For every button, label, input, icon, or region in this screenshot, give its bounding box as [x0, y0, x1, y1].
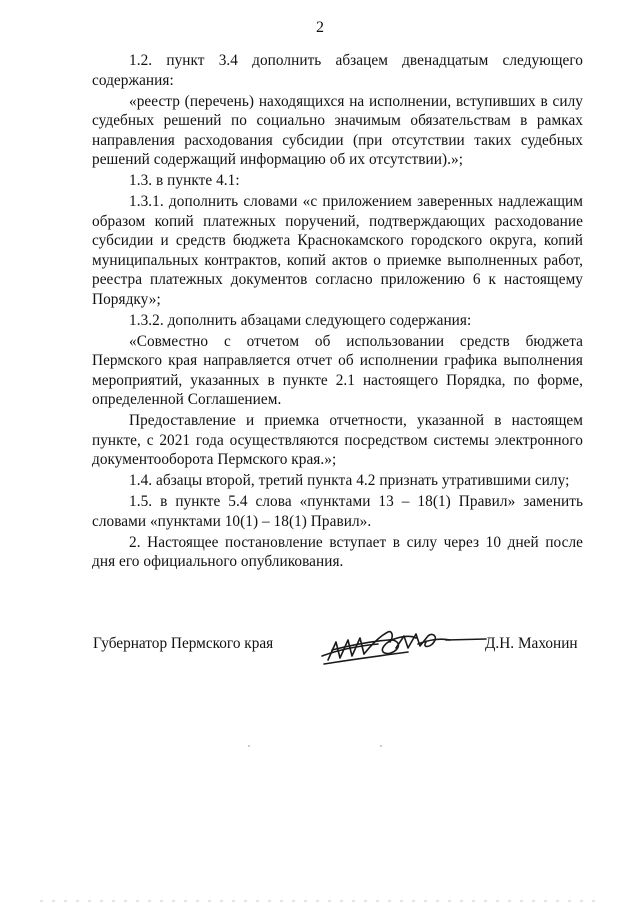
paragraph: Предоставление и приемка отчетности, указанной в настоящем пункте, с 2021 года осуществляются посредством системы электронного документооборота Пермского края.»; [92, 412, 583, 468]
paragraph: 1.3.2. дополнить абзацами следующего содержания: [129, 311, 472, 329]
paragraph: 1.3. в пункте 4.1: [129, 172, 240, 189]
scan-bottom-edge [0, 897, 640, 905]
paragraph: 2. Настоящее постановление вступает в силу через 10 дней после дня его официального опубликования. [92, 533, 583, 570]
paragraph: 1.4. абзацы второй, третий пункта 4.2 признать утратившими силу; [129, 472, 570, 489]
paragraph: 1.2. пункт 3.4 дополнить абзацем двенадцатым следующего содержания: [92, 52, 583, 89]
paragraph: «реестр (перечень) находящихся на исполнении, вступивших в силу судебных решений по социально значимым обязательствам в рамках направления расходования субсидии (при отсутствии таких судебных решений содержащий информацию об их отсутствии).»; [92, 92, 583, 168]
paragraph: 1.3.1. дополнить словами «с приложением заверенных надлежащим образом копий платежных поручений, подтверждающих расходование субсидии и средств бюджета Краснокамского городского округа, копий муниципальных контрактов, копий актов о приемке выполненных работ, реестра платежных документов согласно приложению 6 к настоящему Порядку»; [92, 193, 583, 308]
paragraph: 1.5. в пункте 5.4 слова «пунктами 13 – 18(1) Правил» заменить словами «пунктами 10(1) – 18(1) Правил». [92, 493, 583, 530]
signatory-name: Д.Н. Махонин [485, 635, 578, 652]
scan-speck [248, 745, 250, 747]
page-number: 2 [316, 19, 324, 36]
paragraph: «Совместно с отчетом об использовании средств бюджета Пермского края направляется отчет об исполнении графика выполнения мероприятий, указанных в пункте 2.1 настоящего Порядка, по форме, определенной Соглашением. [92, 332, 583, 408]
scan-speck [380, 745, 382, 747]
document-body [92, 51, 583, 573]
signatory-position: Губернатор Пермского края [93, 635, 274, 652]
handwritten-signature-icon [318, 620, 488, 670]
